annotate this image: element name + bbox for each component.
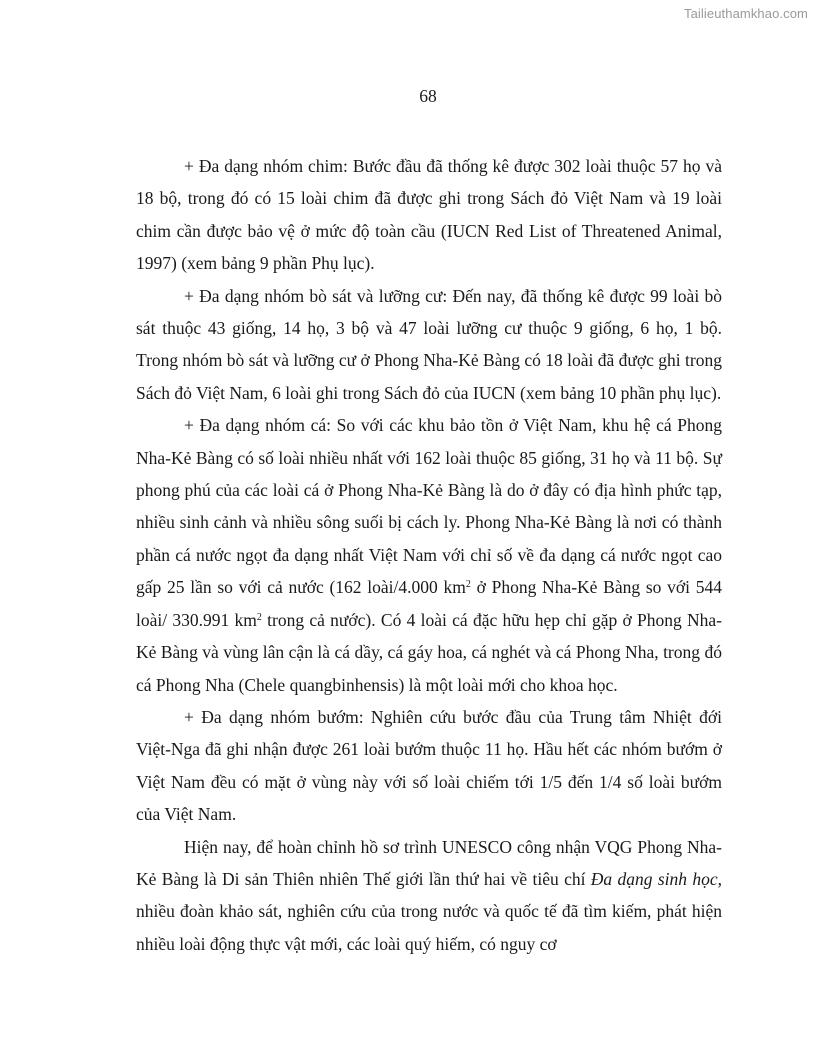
unesco-text-part-2: , nhiều đoàn khảo sát, nghiên cứu của trong nước và quốc tế đã tìm kiếm, phát hiện nhiều loài động thực vật mới, các loài quý hiếm, có nguy cơ — [136, 868, 722, 954]
unesco-text-part-1: Hiện nay, để hoàn chỉnh hồ sơ trình UNESCO công nhận VQG Phong Nha-Kẻ Bàng là Di sản Thiên nhiên Thế giới lần thứ hai về tiêu chí — [136, 836, 722, 889]
paragraph-fish — [136, 409, 722, 701]
paragraph-unesco — [136, 831, 722, 961]
italic-term-biodiversity: Đa dạng sinh học — [590, 868, 718, 889]
paragraph-birds: + Đa dạng nhóm chim: Bước đầu đã thống kê được 302 loài thuộc 57 họ và 18 bộ, trong đó có 15 loài chim đã được ghi trong Sách đỏ Việt Nam và 19 loài chim cần được bảo vệ ở mức độ toàn cầu (IUCN Red List of Threatened Animal, 1997) (xem bảng 9 phần Phụ lục). — [136, 156, 722, 274]
superscript-squared: 2 — [256, 611, 262, 623]
paragraph-reptiles-amphibians: + Đa dạng nhóm bò sát và lưỡng cư: Đến nay, đã thống kê được 99 loài bò sát thuộc 43 giống, 14 họ, 3 bộ và 47 loài lưỡng cư thuộc 9 giống, 6 họ, 1 bộ. Trong nhóm bò sát và lưỡng cư ở Phong Nha-Kẻ Bàng có 18 loài đã được ghi trong Sách đỏ Việt Nam, 6 loài ghi trong Sách đỏ của IUCN (xem bảng 10 phần phụ lục). — [136, 285, 722, 403]
paragraph-butterflies: + Đa dạng nhóm bướm: Nghiên cứu bước đầu của Trung tâm Nhiệt đới Việt-Nga đã ghi nhận được 261 loài bướm thuộc 11 họ. Hầu hết các nhóm bướm ở Việt Nam đều có mặt ở vùng này với số loài chiếm tới 1/5 đến 1/4 số loài bướm của Việt Nam. — [136, 706, 722, 825]
fish-text-part-3: trong cả nước). Có 4 loài cá đặc hữu hẹp chỉ gặp ở Phong Nha-Kẻ Bàng và vùng lân cận là cá dầy, cá gáy hoa, cá nghét và cá Phong Nha, trong đó cá Phong Nha (Chele quangbinhensis) là một loài mới cho khoa học. — [136, 609, 722, 695]
fish-text-part-1: + Đa dạng nhóm cá: So với các khu bảo tồn ở Việt Nam, khu hệ cá Phong Nha-Kẻ Bàng có số loài nhiều nhất với 162 loài thuộc 85 giống, 31 họ và 11 bộ. Sự phong phú của các loài cá ở Phong Nha-Kẻ Bàng là do ở đây có địa hình phức tạp, nhiều sinh cảnh và nhiều sông suối bị cách ly. Phong Nha-Kẻ Bàng là nơi có thành phần cá nước ngọt đa dạng nhất Việt Nam với chỉ số về đa dạng cá nước ngọt cao gấp 25 lần so với cả nước (162 loài/4.000 km — [136, 415, 722, 598]
document-body — [136, 150, 722, 960]
fish-text-part-2: ở Phong Nha-Kẻ Bàng so với 544 loài/ 330.991 km — [136, 577, 722, 630]
watermark: Tailieuthamkhao.com — [683, 6, 808, 21]
superscript-squared: 2 — [465, 579, 471, 591]
page-number: 68 — [419, 86, 437, 106]
